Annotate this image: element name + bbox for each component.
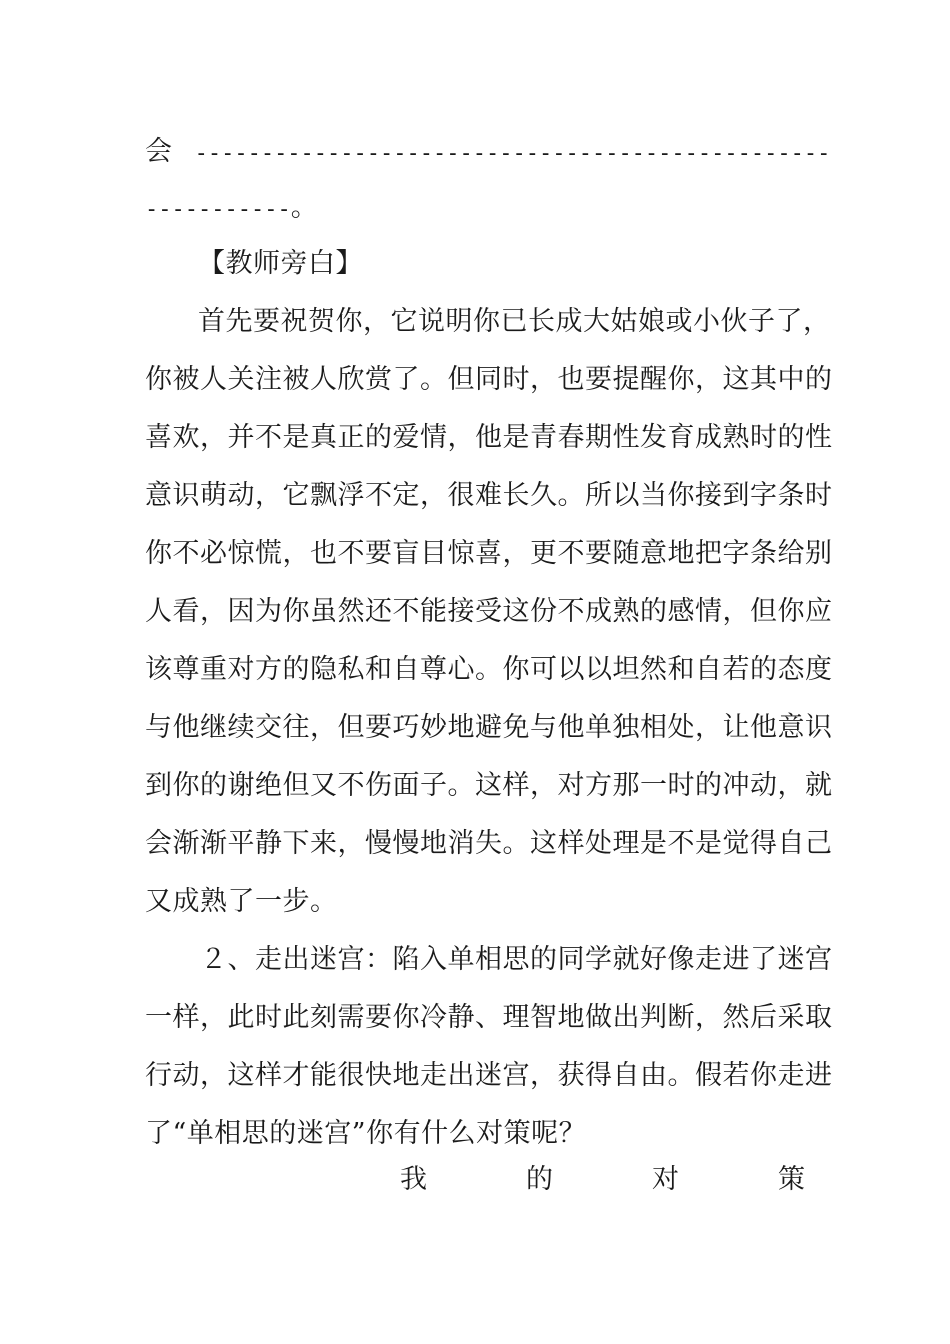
my-strategy-char: 我 [400,1164,427,1195]
paragraph-1-line: 喜欢，并不是真正的爱情，他是青春期性发育成熟时的性 [145,422,833,453]
paragraph-1-line: 到你的谢绝但又不伤面子。这样，对方那一时的冲动，就 [145,770,833,801]
fill-in-line-1 [145,132,830,174]
paragraph-1-line: 意识萌动，它飘浮不定，很难长久。所以当你接到字条时 [145,480,833,511]
paragraph-1-line: 该尊重对方的隐私和自尊心。你可以以坦然和自若的态度 [145,654,833,685]
paragraph-1-line: 首先要祝贺你，它说明你已长成大姑娘或小伙子了， [198,306,831,337]
paragraph-1-line: 与他继续交往，但要巧妙地避免与他单独相处，让他意识 [145,712,833,743]
fill-in-blank-continued: ----------- [145,197,291,222]
paragraph-1-line: 会渐渐平静下来，慢慢地消失。这样处理是不是觉得自己 [145,828,833,859]
fill-in-line-2 [145,188,318,230]
my-strategy-char: 的 [526,1164,553,1195]
paragraph-2-line: 一样，此时此刻需要你冷静、理智地做出判断，然后采取 [145,1002,833,1033]
fill-in-end-punct: 。 [290,192,318,223]
paragraph-1-line: 你被人关注被人欣赏了。但同时，也要提醒你，这其中的 [145,364,833,395]
paragraph-2-line: 了“单相思的迷宫”你有什么对策呢？ [145,1118,587,1149]
my-strategy-char: 策 [778,1164,805,1195]
my-strategy-heading [400,1160,805,1200]
fill-in-prefix: 会 [145,136,172,167]
paragraph-2-line: ２、走出迷宫：陷入单相思的同学就好像走进了迷宫 [200,944,833,975]
paragraph-2-line: 行动，这样才能很快地走出迷宫，获得自由。假若你走进 [145,1060,833,1091]
fill-in-blank: ------------------------------------------------ [194,141,831,166]
paragraph-1-line: 人看，因为你虽然还不能接受这份不成熟的感情，但你应 [145,596,833,627]
teacher-aside-heading: 【教师旁白】 [198,248,363,279]
my-strategy-char: 对 [652,1164,679,1195]
paragraph-1-line: 你不必惊慌，也不要盲目惊喜，更不要随意地把字条给别 [145,538,833,569]
paragraph-1-line: 又成熟了一步。 [145,886,338,917]
